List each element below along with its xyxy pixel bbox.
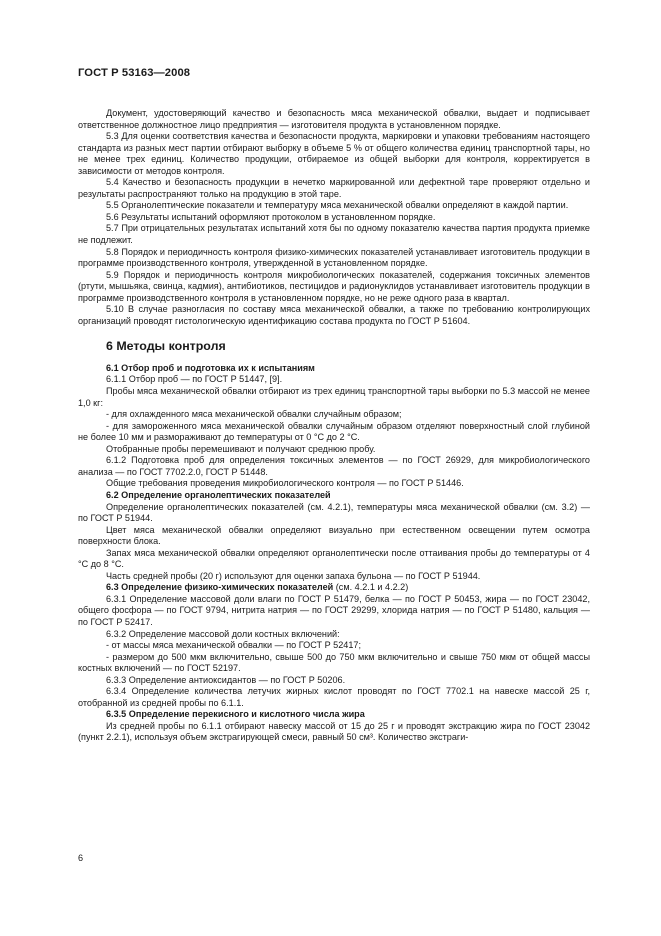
section-title: 6 Методы контроля bbox=[106, 339, 226, 354]
paragraph: Определение органолептических показателей (см. 4.2.1), температуры мяса механической обвалки (см. 3.2) — по ГОСТ Р 51944. bbox=[78, 501, 590, 524]
paragraph-6-1-2: 6.1.2 Подготовка проб для определения токсичных элементов — по ГОСТ 26929, для микробиологического анализа — по ГОСТ 7702.2.0, ГОСТ Р 51448. bbox=[78, 455, 590, 477]
paragraph-5-5: 5.5 Органолептические показатели и температуру мяса механической обвалки определяют в каждой партии. bbox=[106, 200, 569, 211]
paragraph-5-9: 5.9 Порядок и периодичность контроля микробиологических показателей, содержания токсичных элементов (ртути, мышьяка, свинца, кадмия), антибиотиков, пестицидов и радионуклидов устанавливает изготовитель продукции в программе производственного контроля в установленном порядке, но не реже одного раза в квартал. bbox=[78, 269, 590, 303]
subsection-heading-6-3 bbox=[78, 582, 590, 594]
paragraph: Запах мяса механической обвалки определяют органолептически после оттаивания пробы до температуры от 4 °С до 8 °С. bbox=[78, 547, 590, 570]
paragraph-5-7: 5.7 При отрицательных результатах испытаний хотя бы по одному показателю качества партия продукта приемке не подлежит. bbox=[78, 223, 590, 246]
paragraph: Пробы мяса механической обвалки отбирают из трех единиц транспортной тары выборки по 5.3 массой не менее 1,0 кг: bbox=[78, 386, 590, 408]
paragraph: Документ, удостоверяющий качество и безопасность мяса механической обвалки, выдает и подписывает ответственное должностное лицо предприятия — изготовителя продукта в установленном порядке. bbox=[78, 108, 590, 130]
list-item: - для охлажденного мяса механической обвалки случайным образом; bbox=[106, 409, 402, 420]
list-item: - для замороженного мяса механической обвалки случайным образом отделяют поверхностный слой глубиной не более 10 мм и размораживают до температуры от 0 °С до 2 °С. bbox=[78, 420, 590, 443]
paragraph-5-4: 5.4 Качество и безопасность продукции в нечетко маркированной или дефектной таре проверяют отдельно и результаты распространяют только на продукцию в этой таре. bbox=[78, 177, 590, 199]
paragraph-6-3-3: 6.3.3 Определение антиоксидантов — по ГОСТ Р 50206. bbox=[106, 674, 346, 685]
paragraph-5-6: 5.6 Результаты испытаний оформляют протоколом в установленном порядке. bbox=[106, 211, 436, 222]
subsection-heading-6-3-bold: 6.3 Определение физико-химических показателей bbox=[106, 582, 334, 593]
paragraph-5-8: 5.8 Порядок и периодичность контроля физико-химических показателей устанавливает изготовитель продукции в программе производственного контроля, утвержденной в установленном порядке. bbox=[78, 246, 590, 269]
list-item: - размером до 500 мкм включительно, свыше 500 до 750 мкм включительно и свыше 750 мкм от общей массы костных включений — по ГОСТ 52197. bbox=[78, 651, 590, 674]
paragraph: Из средней пробы по 6.1.1 отбирают навеску массой от 15 до 25 г и проводят экстракцию жира по ГОСТ 23042 (пункт 2.2.1), используя объем экстрагирующей смеси, равный 50 см³. Количество экстраги- bbox=[78, 720, 590, 743]
paragraph: Часть средней пробы (20 г) используют для оценки запаха бульона — по ГОСТ Р 51944. bbox=[106, 570, 481, 581]
paragraph: Отобранные пробы перемешивают и получают среднюю пробу. bbox=[106, 443, 376, 454]
list-item: - от массы мяса механической обвалки — по ГОСТ Р 52417; bbox=[106, 640, 361, 651]
document-body bbox=[78, 97, 590, 744]
paragraph-6-3-2: 6.3.2 Определение массовой доли костных включений: bbox=[106, 628, 340, 639]
paragraph-5-10: 5.10 В случае разногласия по составу мяса механической обвалки, а также по требованию контролирующих организаций проводят гистологическую идентификацию состава продукта по ГОСТ Р 51604. bbox=[78, 304, 590, 326]
page-number: 6 bbox=[78, 853, 84, 863]
subsection-heading-6-2: 6.2 Определение органолептических показателей bbox=[106, 489, 331, 500]
paragraph-6-3-4: 6.3.4 Определение количества летучих жирных кислот проводят по ГОСТ 7702.1 на навеске массой 25 г, отобранной из средней пробы по 6.1.1. bbox=[78, 686, 590, 708]
subsection-heading-6-1: 6.1 Отбор проб и подготовка их к испытаниям bbox=[106, 362, 315, 373]
paragraph-6-3-1: 6.3.1 Определение массовой доли влаги по ГОСТ Р 51479, белка — по ГОСТ Р 50453, жира — по ГОСТ 23042, общего фосфора — по ГОСТ 9794, нитрита натрия — по ГОСТ 29299, хлорида натрия — по ГОСТ Р 51480, кальция — по ГОСТ Р 52417. bbox=[78, 593, 590, 627]
paragraph-6-1-1: 6.1.1 Отбор проб — по ГОСТ Р 51447, [9]. bbox=[106, 374, 283, 385]
subsection-heading-6-3-ref: (см. 4.2.1 и 4.2.2) bbox=[333, 582, 409, 593]
paragraph: Цвет мяса механической обвалки определяют визуально при естественном освещении путем осмотра поверхности блока. bbox=[78, 524, 590, 547]
paragraph: Общие требования проведения микробиологического контроля — по ГОСТ Р 51446. bbox=[106, 478, 464, 489]
subsection-heading-6-3-5: 6.3.5 Определение перекисного и кислотного числа жира bbox=[106, 709, 365, 720]
paragraph-5-3: 5.3 Для оценки соответствия качества и безопасности продукта, маркировки и упаковки требованиям настоящего стандарта из разных мест партии отбирают выборку в объеме 5 % от общего количества единиц транспортной тары, но не менее трех единиц. Количество продукции, отбираемое из общей выборки для контроля, корректируется в зависимости от методов контроля. bbox=[78, 131, 590, 176]
document-header: ГОСТ Р 53163—2008 bbox=[78, 67, 191, 79]
